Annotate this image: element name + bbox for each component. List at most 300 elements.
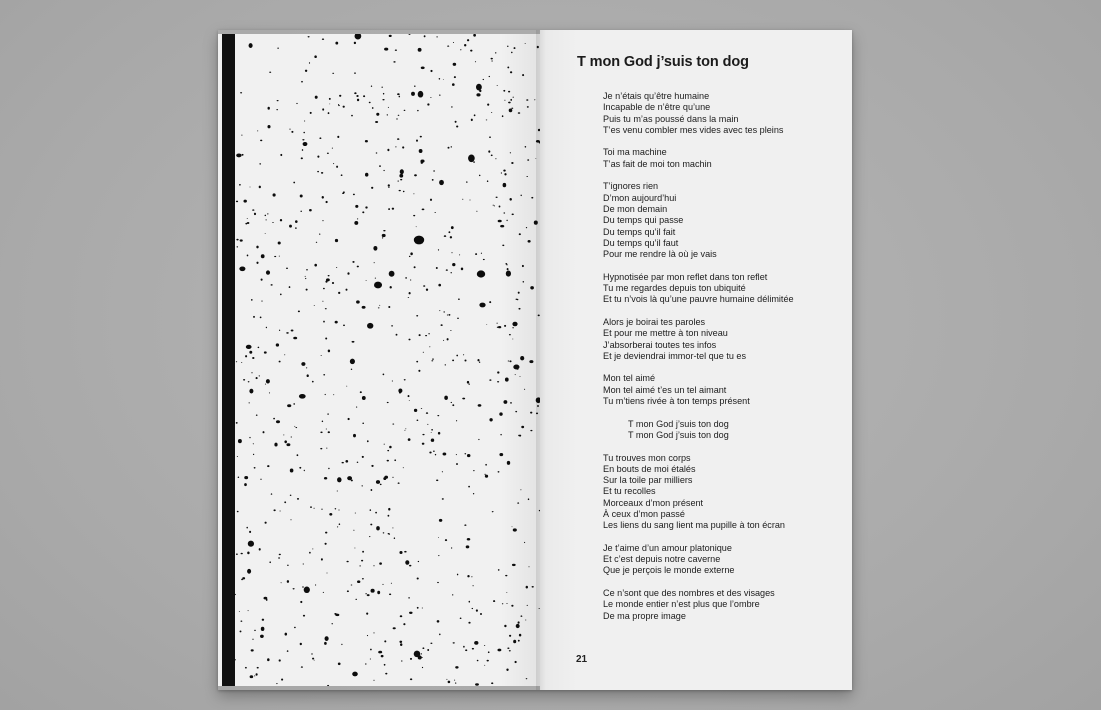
ink-speck: [240, 92, 242, 93]
ink-speck: [265, 215, 267, 217]
page-curve-shadow: [500, 34, 540, 686]
poem-title: T mon God j’suis ton dog: [577, 54, 749, 70]
ink-speck: [307, 374, 309, 377]
ink-speck: [326, 201, 328, 203]
ink-speck: [295, 227, 297, 229]
poem-stanza: [603, 543, 843, 577]
poem-line: Et je deviendrai immor-tel que tu es: [603, 350, 747, 361]
ink-speck: [300, 211, 302, 212]
ink-speck: [355, 599, 356, 600]
ink-speck: [495, 158, 496, 159]
ink-speck: [289, 225, 292, 228]
ink-speck: [439, 634, 441, 636]
ink-speck: [283, 434, 284, 435]
ink-speck: [428, 333, 430, 334]
ink-speck: [254, 467, 256, 469]
ink-speck: [236, 201, 238, 203]
ink-speck: [474, 114, 476, 116]
poem-line: Le monde entier n’est plus que l’ombre: [603, 599, 760, 610]
ink-speck: [383, 373, 385, 375]
ink-speck: [375, 121, 378, 123]
poem-line: Ce n’sont que des nombres et des visages: [603, 588, 775, 599]
ink-speck: [317, 156, 319, 158]
ink-speck: [456, 355, 458, 357]
ink-speck: [486, 119, 488, 120]
ink-speck: [384, 48, 388, 51]
ink-speck: [435, 454, 436, 456]
ink-speck: [333, 394, 334, 395]
ink-speck: [266, 379, 270, 383]
ink-speckle-pattern: [235, 34, 540, 686]
ink-speck: [423, 285, 425, 287]
ink-speck: [452, 263, 455, 266]
ink-speck: [362, 211, 364, 213]
ink-speck: [455, 682, 456, 683]
ink-speck: [321, 355, 322, 356]
ink-speck: [351, 479, 353, 481]
ink-speck: [489, 379, 491, 380]
ink-speck: [254, 630, 256, 631]
ink-speck: [314, 508, 315, 509]
ink-speck: [400, 169, 404, 174]
ink-speck: [250, 675, 254, 678]
ink-speck: [422, 434, 424, 435]
ink-speck: [408, 597, 410, 598]
ink-speck: [337, 526, 338, 527]
ink-speck: [417, 420, 419, 422]
ink-speck: [353, 530, 354, 531]
ink-speck: [247, 222, 250, 224]
ink-speck: [302, 586, 304, 587]
ink-speck: [325, 394, 326, 395]
ink-speck: [408, 339, 410, 341]
ink-speck: [253, 454, 254, 455]
ink-speck: [409, 400, 410, 401]
ink-speck: [298, 311, 300, 313]
ink-speck: [256, 262, 258, 264]
ink-speck: [326, 573, 327, 574]
ink-speck: [369, 102, 371, 103]
ink-speck: [414, 86, 416, 87]
ink-speck: [260, 140, 262, 142]
ink-speck: [436, 479, 438, 481]
ink-speck: [388, 208, 390, 210]
ink-speck: [254, 675, 255, 676]
ink-speck: [486, 324, 487, 325]
ink-speck: [265, 384, 266, 385]
ink-speck: [453, 42, 454, 43]
ink-speck: [471, 119, 473, 121]
ink-speck: [457, 574, 458, 576]
ink-speck: [237, 456, 238, 457]
ink-speck: [422, 667, 423, 668]
ink-speck: [321, 509, 322, 510]
ink-speck: [431, 429, 433, 431]
ink-speck: [403, 467, 404, 468]
ink-speck: [285, 633, 287, 636]
ink-speck: [366, 280, 367, 281]
ink-speck: [418, 370, 420, 372]
ink-speck: [484, 645, 485, 646]
ink-speck: [303, 132, 305, 134]
ink-speck: [251, 299, 253, 301]
poem-stanza: [603, 91, 843, 136]
ink-speck: [293, 403, 295, 404]
ink-speck: [438, 284, 441, 287]
ink-speck: [260, 479, 261, 480]
ink-speck: [451, 226, 454, 229]
ink-speck: [366, 612, 368, 614]
ink-speck: [383, 532, 385, 533]
ink-speck: [379, 165, 381, 167]
ink-speck: [294, 426, 295, 427]
ink-speck: [343, 106, 345, 108]
ink-speck: [436, 36, 438, 37]
ink-speck: [333, 163, 334, 164]
ink-speck: [477, 359, 479, 361]
ink-speck: [253, 443, 254, 444]
ink-speck: [398, 115, 400, 116]
poem-line: Tu me regardes depuis ton ubiquité: [603, 283, 746, 294]
ink-speck: [297, 498, 299, 500]
ink-speck: [309, 209, 312, 211]
ink-speck: [430, 643, 432, 644]
ink-speck: [427, 649, 429, 651]
black-spine-edge: [222, 34, 235, 686]
ink-speck: [398, 388, 402, 392]
ink-speck: [376, 480, 380, 484]
ink-speck: [427, 103, 429, 105]
ink-speck: [460, 49, 461, 50]
ink-speck: [468, 155, 475, 163]
ink-speck: [357, 462, 359, 463]
ink-speck: [251, 649, 254, 651]
ink-speck: [362, 578, 364, 579]
ink-speck: [426, 412, 428, 414]
poem-line: Toi ma machine: [603, 147, 667, 158]
ink-speck: [452, 360, 454, 362]
ink-speck: [339, 95, 341, 97]
ink-speck: [341, 462, 343, 464]
ink-speck: [383, 93, 384, 95]
ink-speck: [277, 100, 279, 101]
ink-speck: [303, 564, 304, 565]
ink-speck: [398, 482, 400, 484]
poem-line: Je n’étais qu’être humaine: [603, 91, 710, 101]
poem-line: Mon tel aimé t’es un tel aimant: [603, 384, 727, 395]
poem-line: De mon demain: [603, 203, 668, 214]
ink-speck: [395, 49, 397, 50]
ink-speck: [416, 139, 418, 141]
ink-speck: [371, 465, 373, 467]
ink-speck: [258, 347, 260, 349]
ink-speck: [346, 561, 348, 563]
ink-speck: [419, 149, 423, 153]
ink-speck: [350, 359, 355, 365]
ink-speck: [252, 209, 254, 210]
ink-speck: [265, 233, 266, 234]
ink-speck: [397, 181, 398, 182]
ink-speck: [365, 593, 366, 594]
ink-speck: [389, 446, 392, 449]
ink-speck: [276, 683, 278, 684]
ink-speck: [266, 219, 267, 220]
ink-speck: [290, 469, 294, 473]
ink-speck: [387, 450, 389, 451]
ink-speck: [483, 79, 484, 80]
ink-speck: [241, 620, 243, 621]
ink-speck: [312, 381, 314, 383]
ink-speck: [488, 651, 490, 653]
ink-speck: [245, 667, 247, 669]
ink-speck: [457, 318, 459, 319]
ink-speck: [404, 430, 405, 431]
ink-speck: [411, 92, 415, 96]
ink-speck: [252, 357, 254, 359]
ink-speck: [400, 643, 402, 646]
ink-speck: [399, 96, 401, 98]
poem-stanza: [603, 147, 843, 170]
ink-speck: [416, 361, 418, 363]
ink-speck: [437, 415, 439, 416]
ink-speck: [287, 404, 291, 407]
ink-speck: [305, 70, 307, 72]
ink-speck: [448, 231, 450, 233]
ink-speck: [243, 200, 246, 203]
ink-speck: [443, 311, 445, 312]
poem-stanza: [603, 453, 843, 532]
ink-speck: [464, 44, 466, 46]
ink-speck: [273, 418, 275, 420]
ink-speck: [236, 422, 238, 424]
ink-speck: [453, 642, 455, 643]
ink-speck: [355, 513, 356, 514]
ink-speck: [249, 187, 250, 188]
ink-speck: [261, 278, 263, 280]
ink-speck: [338, 292, 340, 294]
ink-speck: [416, 226, 417, 227]
ink-speck: [264, 351, 267, 353]
ink-speck: [242, 154, 244, 156]
ink-speck: [266, 270, 270, 274]
ink-speck: [494, 205, 495, 206]
ink-speck: [249, 531, 251, 533]
ink-speck: [352, 341, 355, 343]
ink-speck: [312, 548, 313, 549]
ink-speck: [287, 650, 289, 652]
ink-speck: [489, 301, 491, 303]
ink-speck: [373, 565, 375, 566]
ink-speck: [452, 404, 454, 406]
ink-speck: [290, 495, 292, 496]
ink-speck: [332, 623, 333, 624]
ink-speck: [384, 476, 388, 479]
ink-speck: [363, 95, 365, 97]
ink-speck: [429, 452, 431, 454]
ink-speck: [259, 163, 261, 164]
ink-speck: [375, 512, 377, 514]
ink-speck: [469, 200, 470, 201]
ink-speck: [390, 286, 392, 289]
ink-speck: [244, 476, 248, 479]
ink-speck: [382, 237, 383, 238]
ink-speck: [257, 667, 259, 669]
ink-speck: [418, 91, 424, 98]
ink-speck: [370, 509, 372, 511]
ink-speck: [380, 484, 382, 486]
ink-speck: [376, 526, 380, 530]
ink-speck: [245, 355, 247, 357]
ink-speck: [362, 396, 366, 400]
ink-speck: [394, 459, 396, 461]
ink-speck: [408, 395, 410, 397]
ink-speck: [447, 338, 449, 340]
ink-speck: [354, 548, 355, 549]
poem-line: Du temps qu’il faut: [603, 237, 679, 248]
ink-speck: [477, 660, 479, 662]
ink-speck: [297, 454, 299, 456]
poem-line: Tu m’tiens rivée à ton temps présent: [603, 396, 750, 407]
ink-speck: [327, 413, 329, 414]
ink-speck: [473, 493, 474, 494]
ink-speck: [408, 438, 411, 441]
ink-speck: [410, 658, 412, 660]
ink-speck: [271, 284, 273, 286]
poem-stanza: [603, 181, 843, 260]
ink-speck: [353, 194, 355, 196]
ink-speck: [354, 72, 356, 73]
poem-line: T mon God j’suis ton dog: [628, 429, 729, 440]
ink-speck: [321, 172, 323, 174]
ink-speck: [236, 239, 238, 241]
ink-speck: [362, 551, 364, 553]
ink-speck: [484, 665, 485, 666]
ink-speck: [316, 242, 317, 243]
ink-speck: [445, 539, 447, 541]
ink-speck: [399, 551, 402, 554]
ink-speck: [370, 658, 371, 659]
ink-speck: [280, 154, 282, 156]
poem-line: Et c’est depuis notre caverne: [603, 554, 721, 565]
ink-speck: [437, 620, 440, 622]
ink-speck: [321, 558, 323, 560]
ink-speck: [273, 193, 276, 196]
ink-speck: [468, 486, 470, 488]
ink-speck: [448, 147, 450, 149]
poem-line: Je t’aime d’un amour platonique: [603, 542, 732, 553]
ink-speck: [485, 464, 487, 466]
ink-speck: [362, 306, 366, 309]
ink-speck: [460, 617, 462, 619]
ink-speck: [391, 325, 393, 326]
ink-speck: [468, 622, 470, 624]
ink-speck: [314, 660, 315, 661]
ink-speck: [473, 470, 474, 471]
ink-speck: [400, 179, 402, 181]
ink-speck: [325, 636, 329, 641]
ink-speck: [241, 135, 242, 136]
ink-speck: [442, 498, 444, 499]
ink-speck: [343, 324, 345, 326]
ink-speck: [470, 50, 472, 52]
ink-speck: [268, 107, 270, 110]
ink-speck: [427, 424, 428, 425]
ink-speck: [393, 61, 395, 63]
ink-speck: [367, 594, 370, 596]
ink-speck: [497, 381, 499, 382]
ink-speck: [356, 95, 358, 97]
ink-speck: [325, 338, 327, 340]
ink-speck: [421, 657, 422, 658]
ink-speck: [397, 138, 399, 140]
poem-line: T’as fait de moi ton machin: [603, 158, 712, 169]
ink-speck: [465, 649, 467, 651]
ink-speck: [469, 601, 471, 603]
ink-speck: [475, 683, 479, 685]
ink-speck: [259, 548, 261, 550]
ink-speck: [325, 308, 327, 309]
ink-speck: [301, 157, 303, 159]
ink-speck: [422, 443, 425, 445]
ink-speck: [405, 560, 409, 564]
ink-speck: [279, 256, 280, 257]
ink-speck: [300, 643, 302, 645]
ink-speck: [410, 252, 413, 255]
ink-speck: [399, 174, 403, 178]
ink-speck: [341, 174, 343, 176]
ink-speck: [243, 379, 245, 381]
ink-speck: [311, 653, 312, 654]
ink-speck: [236, 153, 241, 157]
ink-speck: [387, 460, 389, 462]
ink-speck: [320, 432, 322, 434]
ink-blot: [303, 142, 308, 146]
ink-speck: [483, 259, 485, 260]
ink-speck: [441, 324, 443, 326]
poem-line: Du temps qui passe: [603, 215, 684, 226]
ink-speck: [405, 277, 407, 279]
ink-speck: [326, 428, 327, 429]
poem-line: Que je perçois le monde externe: [603, 565, 735, 576]
ink-speck: [328, 350, 330, 353]
poem-refrain: [603, 419, 843, 442]
ink-speck: [414, 409, 417, 412]
ink-speck: [305, 276, 306, 277]
ink-speck: [448, 314, 450, 316]
ink-speck: [346, 386, 347, 387]
ink-speck: [423, 352, 424, 353]
ink-speck: [279, 361, 281, 363]
ink-speck: [497, 85, 498, 86]
ink-speck: [301, 81, 303, 83]
ink-speck: [329, 98, 331, 100]
ink-speck: [399, 190, 401, 191]
ink-speck: [431, 360, 433, 361]
ink-speck: [259, 186, 261, 189]
ink-speck: [257, 130, 258, 131]
ink-speck: [289, 286, 291, 288]
ink-speck: [326, 278, 330, 281]
right-page: [540, 30, 852, 690]
ink-speck: [480, 613, 482, 615]
ink-speck: [253, 316, 255, 318]
ink-speck: [254, 213, 256, 216]
ink-speck: [472, 585, 473, 586]
ink-speck: [396, 118, 397, 119]
ink-speck: [260, 635, 264, 638]
ink-speck: [387, 149, 389, 151]
ink-speck: [322, 301, 323, 302]
